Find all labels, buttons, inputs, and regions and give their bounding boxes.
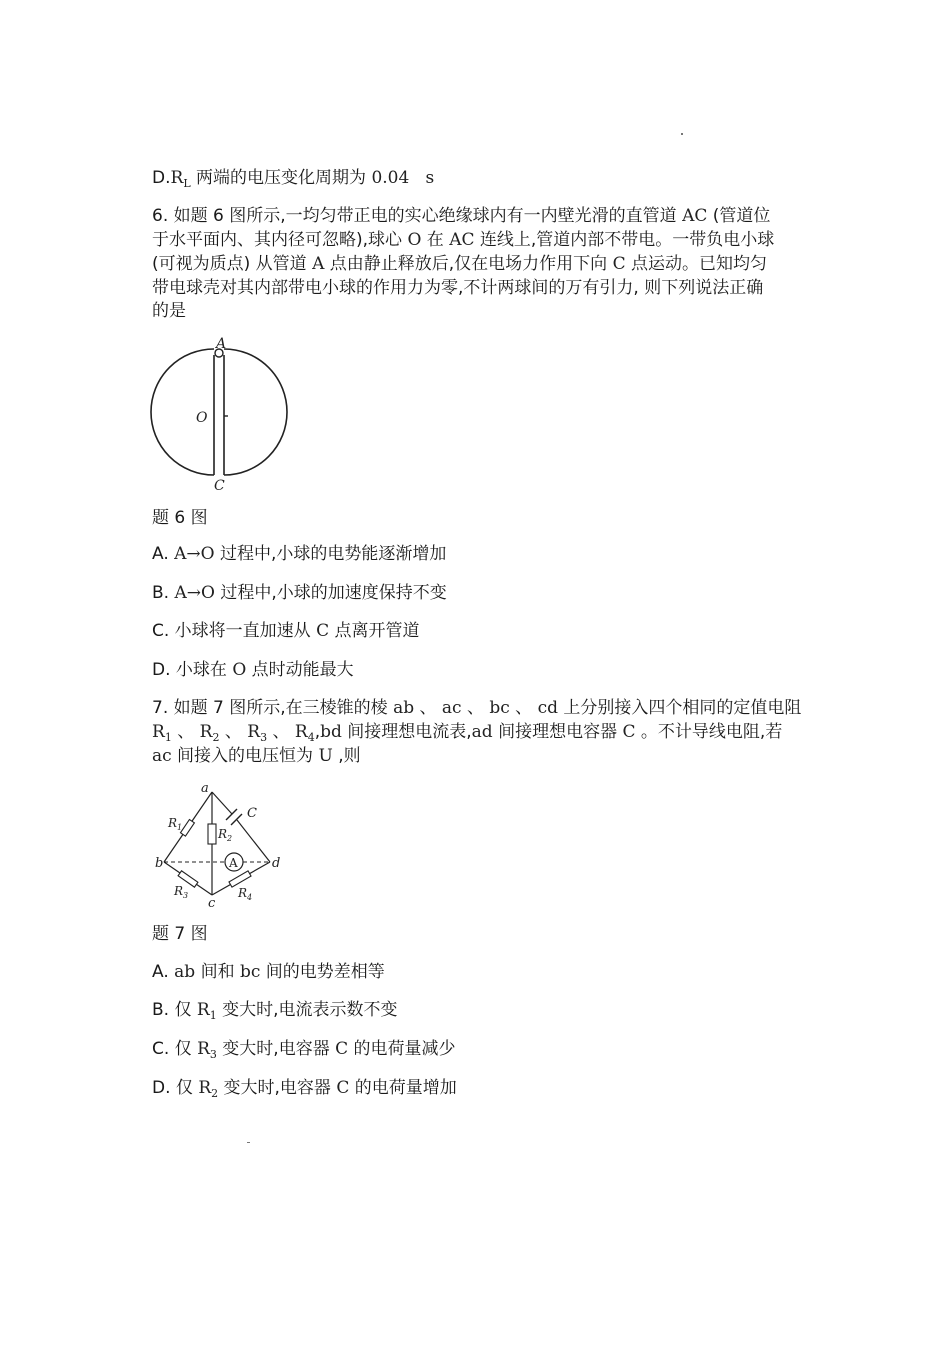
- q5-option-d: $D.R_L$ 两端的电压变化周期为 0.04 s: [152, 168, 435, 190]
- q7-option-a: A. ab 间和 bc 间的电势差相等: [152, 962, 385, 982]
- q7-capacitor-plate-1: [226, 809, 237, 820]
- stray-dot-bottom: [247, 1142, 250, 1143]
- q7-stem-line2: $R_1$ 、 $R_2$ 、 $R_3$ 、 $R_4,bd$ 间接理想电流表,ad 间接理想电容器 C 。不计导线电阻,若: [152, 722, 783, 744]
- q6-figure-sphere-with-tube: [150, 335, 290, 495]
- q7-option-b: B. 仅 $R_1$ 变大时,电流表示数不变: [152, 1000, 398, 1022]
- q7-label-r2: $R_2$: [218, 827, 233, 843]
- q7-option-c: C. 仅 $R_3$ 变大时,电容器 C 的电荷量减少: [152, 1039, 456, 1061]
- q7-resistor-r2: [208, 824, 216, 844]
- q6-option-b: B. A→O 过程中,小球的加速度保持不变: [152, 583, 447, 603]
- q7-label-r3: $R_3$: [174, 884, 189, 900]
- q7-ammeter-label: A: [229, 856, 238, 870]
- q6-label-c: C: [214, 478, 225, 494]
- q7-label-d: d: [272, 856, 281, 871]
- q7-label-a: a: [201, 781, 209, 796]
- q7-label-c: c: [208, 896, 216, 910]
- q6-stem-line5: 的是: [152, 301, 186, 321]
- q6-label-o: O: [196, 410, 208, 426]
- q7-option-d: D. 仅 $R_2$ 变大时,电容器 C 的电荷量增加: [152, 1078, 457, 1100]
- q7-stem-line3: ac 间接入的电压恒为 U ,则: [152, 746, 361, 766]
- q7-figure-caption: 题 7 图: [152, 924, 208, 944]
- q7-resistor-r1: [180, 820, 194, 837]
- q6-stem-line1: 6. 如题 6 图所示,一均匀带正电的实心绝缘球内有一内壁光滑的直管道 AC (管道位: [152, 206, 771, 226]
- q6-option-c: C. 小球将一直加速从 C 点离开管道: [152, 621, 420, 641]
- q7-label-r1: $R_1$: [168, 816, 183, 832]
- q7-label-capacitor: C: [247, 806, 257, 821]
- q7-resistor-r4: [229, 871, 251, 887]
- q7-label-r4: $R_4$: [238, 886, 253, 902]
- q6-label-a: A: [216, 336, 227, 352]
- q7-figure-circuit: [152, 780, 292, 910]
- q6-figure-caption: 题 6 图: [152, 508, 208, 528]
- stray-dot-top: [681, 133, 683, 135]
- q6-stem-line2: 于水平面内、其内径可忽略),球心 O 在 AC 连线上,管道内部不带电。一带负电小球: [152, 230, 775, 250]
- q6-stem-line4: 带电球壳对其内部带电小球的作用力为零,不计两球间的万有引力, 则下列说法正确: [152, 278, 764, 298]
- q7-label-b: b: [155, 856, 164, 871]
- q6-option-d: D. 小球在 O 点时动能最大: [152, 660, 354, 680]
- q6-option-a: A. A→O 过程中,小球的电势能逐渐增加: [152, 544, 447, 564]
- q6-stem-line3: (可视为质点) 从管道 A 点由静止释放后,仅在电场力作用下向 C 点运动。已知均匀: [152, 254, 767, 274]
- q7-stem-line1: 7. 如题 7 图所示,在三棱锥的棱 ab 、 ac 、 bc 、 cd 上分别接入四个相同的定值电阻: [152, 698, 802, 718]
